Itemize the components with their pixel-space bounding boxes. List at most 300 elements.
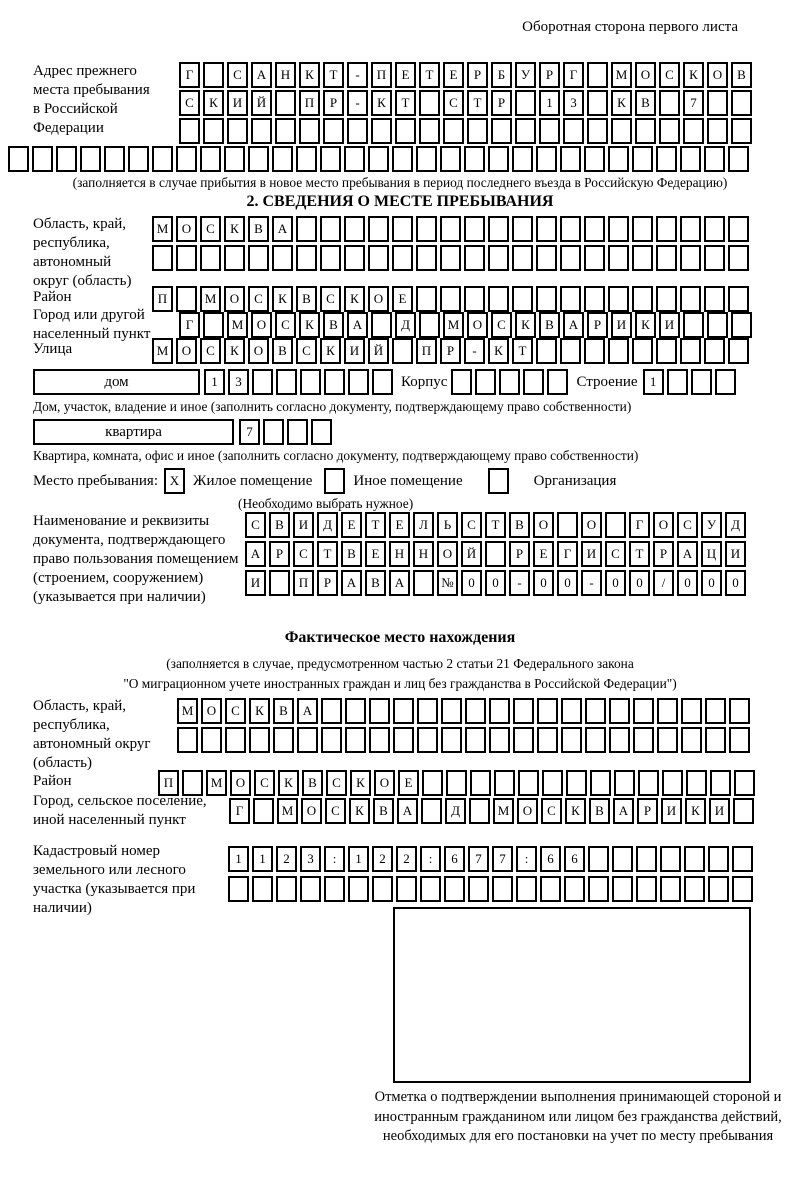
char-cell[interactable] bbox=[440, 146, 461, 172]
char-cell[interactable] bbox=[705, 727, 726, 753]
char-cell[interactable] bbox=[536, 216, 557, 242]
char-cell[interactable] bbox=[276, 369, 297, 395]
char-cell[interactable]: 7 bbox=[239, 419, 260, 445]
char-cell[interactable]: М bbox=[611, 62, 632, 88]
char-cell[interactable] bbox=[680, 245, 701, 271]
char-cell[interactable]: 1 bbox=[228, 846, 249, 872]
char-cell[interactable] bbox=[371, 118, 392, 144]
char-cell[interactable] bbox=[263, 419, 284, 445]
char-cell[interactable]: Р bbox=[467, 62, 488, 88]
char-cell[interactable] bbox=[80, 146, 101, 172]
char-cell[interactable]: 7 bbox=[492, 846, 513, 872]
char-cell[interactable] bbox=[587, 118, 608, 144]
char-cell[interactable]: Р bbox=[539, 62, 560, 88]
char-cell[interactable]: И bbox=[227, 90, 248, 116]
char-cell[interactable] bbox=[287, 419, 308, 445]
char-cell[interactable] bbox=[344, 146, 365, 172]
char-cell[interactable]: - bbox=[464, 338, 485, 364]
char-cell[interactable]: М bbox=[227, 312, 248, 338]
char-cell[interactable] bbox=[348, 369, 369, 395]
char-cell[interactable]: П bbox=[158, 770, 179, 796]
char-cell[interactable]: Т bbox=[395, 90, 416, 116]
char-cell[interactable] bbox=[344, 216, 365, 242]
char-cell[interactable] bbox=[680, 216, 701, 242]
char-cell[interactable]: К bbox=[299, 62, 320, 88]
char-cell[interactable] bbox=[729, 698, 750, 724]
char-cell[interactable] bbox=[416, 216, 437, 242]
char-cell[interactable]: В bbox=[323, 312, 344, 338]
char-cell[interactable]: Б bbox=[491, 62, 512, 88]
char-cell[interactable]: П bbox=[416, 338, 437, 364]
char-cell[interactable] bbox=[704, 286, 725, 312]
char-cell[interactable]: М bbox=[152, 338, 173, 364]
char-cell[interactable] bbox=[540, 876, 561, 902]
char-cell[interactable] bbox=[419, 118, 440, 144]
char-cell[interactable] bbox=[561, 727, 582, 753]
char-cell[interactable] bbox=[56, 146, 77, 172]
char-cell[interactable]: О bbox=[581, 512, 602, 538]
char-cell[interactable] bbox=[659, 118, 680, 144]
char-cell[interactable] bbox=[422, 770, 443, 796]
char-cell[interactable]: М bbox=[493, 798, 514, 824]
char-cell[interactable]: А bbox=[389, 570, 410, 596]
char-cell[interactable] bbox=[560, 216, 581, 242]
char-cell[interactable] bbox=[372, 369, 393, 395]
char-cell[interactable] bbox=[707, 118, 728, 144]
char-cell[interactable]: Д bbox=[395, 312, 416, 338]
char-cell[interactable]: 0 bbox=[461, 570, 482, 596]
char-cell[interactable] bbox=[368, 245, 389, 271]
char-cell[interactable]: М bbox=[277, 798, 298, 824]
char-cell[interactable]: - bbox=[509, 570, 530, 596]
char-cell[interactable]: - bbox=[347, 90, 368, 116]
char-cell[interactable] bbox=[201, 727, 222, 753]
char-cell[interactable]: - bbox=[347, 62, 368, 88]
char-cell[interactable]: С bbox=[320, 286, 341, 312]
char-cell[interactable] bbox=[248, 245, 269, 271]
char-cell[interactable] bbox=[608, 216, 629, 242]
char-cell[interactable] bbox=[632, 338, 653, 364]
char-cell[interactable]: С bbox=[200, 216, 221, 242]
char-cell[interactable] bbox=[656, 245, 677, 271]
char-cell[interactable] bbox=[488, 286, 509, 312]
char-cell[interactable] bbox=[564, 876, 585, 902]
char-cell[interactable]: И bbox=[659, 312, 680, 338]
char-cell[interactable] bbox=[272, 245, 293, 271]
char-cell[interactable] bbox=[372, 876, 393, 902]
char-cell[interactable] bbox=[275, 118, 296, 144]
char-cell[interactable]: М bbox=[152, 216, 173, 242]
char-cell[interactable]: С bbox=[200, 338, 221, 364]
char-cell[interactable]: С bbox=[254, 770, 275, 796]
char-cell[interactable] bbox=[536, 146, 557, 172]
char-cell[interactable] bbox=[323, 118, 344, 144]
char-cell[interactable] bbox=[179, 118, 200, 144]
char-cell[interactable]: : bbox=[324, 846, 345, 872]
char-cell[interactable] bbox=[345, 698, 366, 724]
char-cell[interactable] bbox=[611, 118, 632, 144]
char-cell[interactable]: 3 bbox=[228, 369, 249, 395]
char-cell[interactable]: Г bbox=[229, 798, 250, 824]
char-cell[interactable] bbox=[715, 369, 736, 395]
char-cell[interactable] bbox=[731, 90, 752, 116]
char-cell[interactable] bbox=[8, 146, 29, 172]
char-cell[interactable]: Р bbox=[509, 541, 530, 567]
char-cell[interactable]: Г bbox=[179, 312, 200, 338]
char-cell[interactable] bbox=[656, 338, 677, 364]
char-cell[interactable] bbox=[470, 770, 491, 796]
char-cell[interactable]: Т bbox=[485, 512, 506, 538]
char-cell[interactable]: О bbox=[635, 62, 656, 88]
char-cell[interactable]: О bbox=[517, 798, 538, 824]
char-cell[interactable] bbox=[446, 770, 467, 796]
char-cell[interactable]: С bbox=[659, 62, 680, 88]
char-cell[interactable] bbox=[464, 286, 485, 312]
char-cell[interactable] bbox=[104, 146, 125, 172]
char-cell[interactable]: В bbox=[373, 798, 394, 824]
char-cell[interactable]: В bbox=[509, 512, 530, 538]
char-cell[interactable] bbox=[656, 286, 677, 312]
char-cell[interactable]: А bbox=[563, 312, 584, 338]
char-cell[interactable]: С bbox=[245, 512, 266, 538]
char-cell[interactable]: Й bbox=[368, 338, 389, 364]
char-cell[interactable] bbox=[612, 876, 633, 902]
char-cell[interactable] bbox=[395, 118, 416, 144]
char-cell[interactable]: Г bbox=[557, 541, 578, 567]
char-cell[interactable]: И bbox=[344, 338, 365, 364]
char-cell[interactable] bbox=[633, 727, 654, 753]
char-cell[interactable]: О bbox=[224, 286, 245, 312]
char-cell[interactable] bbox=[608, 338, 629, 364]
char-cell[interactable]: Т bbox=[323, 62, 344, 88]
char-cell[interactable] bbox=[728, 286, 749, 312]
char-cell[interactable]: К bbox=[515, 312, 536, 338]
char-cell[interactable]: 1 bbox=[348, 846, 369, 872]
char-cell[interactable] bbox=[253, 798, 274, 824]
char-cell[interactable]: К bbox=[203, 90, 224, 116]
char-cell[interactable] bbox=[608, 245, 629, 271]
char-cell[interactable] bbox=[225, 727, 246, 753]
char-cell[interactable]: В bbox=[272, 338, 293, 364]
char-cell[interactable]: Ц bbox=[701, 541, 722, 567]
char-cell[interactable]: О bbox=[437, 541, 458, 567]
char-cell[interactable] bbox=[704, 245, 725, 271]
char-cell[interactable] bbox=[321, 698, 342, 724]
char-cell[interactable] bbox=[416, 146, 437, 172]
char-cell[interactable]: Е bbox=[398, 770, 419, 796]
char-cell[interactable]: В bbox=[296, 286, 317, 312]
char-cell[interactable]: С bbox=[443, 90, 464, 116]
char-cell[interactable]: С bbox=[677, 512, 698, 538]
char-cell[interactable] bbox=[469, 798, 490, 824]
char-cell[interactable] bbox=[560, 245, 581, 271]
char-cell[interactable]: М bbox=[443, 312, 464, 338]
char-cell[interactable]: Т bbox=[512, 338, 533, 364]
char-cell[interactable] bbox=[311, 419, 332, 445]
char-cell[interactable]: В bbox=[731, 62, 752, 88]
char-cell[interactable]: А bbox=[677, 541, 698, 567]
char-cell[interactable] bbox=[499, 369, 520, 395]
char-cell[interactable] bbox=[636, 876, 657, 902]
char-cell[interactable]: 2 bbox=[396, 846, 417, 872]
char-cell[interactable]: П bbox=[293, 570, 314, 596]
char-cell[interactable] bbox=[614, 770, 635, 796]
char-cell[interactable] bbox=[485, 541, 506, 567]
char-cell[interactable] bbox=[518, 770, 539, 796]
char-cell[interactable] bbox=[468, 876, 489, 902]
char-cell[interactable]: К bbox=[224, 216, 245, 242]
char-cell[interactable]: Е bbox=[443, 62, 464, 88]
char-cell[interactable]: О bbox=[467, 312, 488, 338]
char-cell[interactable] bbox=[203, 118, 224, 144]
char-cell[interactable]: С bbox=[275, 312, 296, 338]
char-cell[interactable] bbox=[248, 146, 269, 172]
checkbox-residential[interactable]: X bbox=[164, 468, 185, 494]
char-cell[interactable] bbox=[416, 245, 437, 271]
char-cell[interactable]: С bbox=[605, 541, 626, 567]
char-cell[interactable] bbox=[513, 698, 534, 724]
char-cell[interactable] bbox=[657, 698, 678, 724]
char-cell[interactable]: 0 bbox=[485, 570, 506, 596]
char-cell[interactable] bbox=[368, 146, 389, 172]
char-cell[interactable]: А bbox=[341, 570, 362, 596]
char-cell[interactable]: И bbox=[661, 798, 682, 824]
char-cell[interactable] bbox=[584, 286, 605, 312]
char-cell[interactable]: 3 bbox=[563, 90, 584, 116]
char-cell[interactable] bbox=[557, 512, 578, 538]
char-cell[interactable]: В bbox=[341, 541, 362, 567]
char-cell[interactable]: - bbox=[581, 570, 602, 596]
char-cell[interactable]: 6 bbox=[564, 846, 585, 872]
char-cell[interactable]: Г bbox=[629, 512, 650, 538]
char-cell[interactable] bbox=[733, 798, 754, 824]
char-cell[interactable] bbox=[300, 369, 321, 395]
char-cell[interactable]: В bbox=[635, 90, 656, 116]
char-cell[interactable] bbox=[609, 727, 630, 753]
char-cell[interactable] bbox=[734, 770, 755, 796]
char-cell[interactable] bbox=[584, 245, 605, 271]
char-cell[interactable] bbox=[660, 876, 681, 902]
char-cell[interactable]: С bbox=[491, 312, 512, 338]
char-cell[interactable]: А bbox=[251, 62, 272, 88]
char-cell[interactable] bbox=[464, 216, 485, 242]
char-cell[interactable] bbox=[320, 146, 341, 172]
char-cell[interactable] bbox=[396, 876, 417, 902]
char-cell[interactable]: 0 bbox=[629, 570, 650, 596]
char-cell[interactable] bbox=[731, 312, 752, 338]
char-cell[interactable]: О bbox=[301, 798, 322, 824]
char-cell[interactable]: М bbox=[177, 698, 198, 724]
char-cell[interactable] bbox=[419, 312, 440, 338]
char-cell[interactable]: С bbox=[325, 798, 346, 824]
char-cell[interactable] bbox=[273, 727, 294, 753]
char-cell[interactable] bbox=[512, 146, 533, 172]
char-cell[interactable] bbox=[588, 876, 609, 902]
char-cell[interactable] bbox=[683, 312, 704, 338]
char-cell[interactable] bbox=[252, 369, 273, 395]
char-cell[interactable]: Р bbox=[637, 798, 658, 824]
char-cell[interactable]: Д bbox=[445, 798, 466, 824]
char-cell[interactable]: А bbox=[613, 798, 634, 824]
char-cell[interactable] bbox=[585, 698, 606, 724]
char-cell[interactable]: С bbox=[541, 798, 562, 824]
char-cell[interactable]: Г bbox=[179, 62, 200, 88]
char-cell[interactable]: : bbox=[516, 846, 537, 872]
char-cell[interactable] bbox=[488, 216, 509, 242]
char-cell[interactable] bbox=[656, 146, 677, 172]
char-cell[interactable] bbox=[704, 338, 725, 364]
char-cell[interactable] bbox=[563, 118, 584, 144]
char-cell[interactable]: В bbox=[248, 216, 269, 242]
char-cell[interactable] bbox=[299, 118, 320, 144]
char-cell[interactable] bbox=[584, 146, 605, 172]
char-cell[interactable] bbox=[419, 90, 440, 116]
char-cell[interactable] bbox=[516, 876, 537, 902]
char-cell[interactable]: Й bbox=[461, 541, 482, 567]
char-cell[interactable] bbox=[680, 338, 701, 364]
char-cell[interactable] bbox=[732, 876, 753, 902]
char-cell[interactable]: Р bbox=[269, 541, 290, 567]
char-cell[interactable]: Р bbox=[323, 90, 344, 116]
char-cell[interactable]: 7 bbox=[683, 90, 704, 116]
char-cell[interactable]: Е bbox=[533, 541, 554, 567]
char-cell[interactable] bbox=[512, 216, 533, 242]
char-cell[interactable]: М bbox=[206, 770, 227, 796]
char-cell[interactable]: В bbox=[365, 570, 386, 596]
char-cell[interactable]: П bbox=[152, 286, 173, 312]
char-cell[interactable] bbox=[320, 245, 341, 271]
char-cell[interactable] bbox=[392, 216, 413, 242]
char-cell[interactable] bbox=[440, 245, 461, 271]
char-cell[interactable] bbox=[324, 369, 345, 395]
char-cell[interactable] bbox=[681, 698, 702, 724]
char-cell[interactable] bbox=[200, 245, 221, 271]
char-cell[interactable] bbox=[708, 876, 729, 902]
char-cell[interactable]: Е bbox=[365, 541, 386, 567]
char-cell[interactable]: К bbox=[320, 338, 341, 364]
char-cell[interactable]: А bbox=[245, 541, 266, 567]
char-cell[interactable] bbox=[393, 698, 414, 724]
char-cell[interactable] bbox=[228, 876, 249, 902]
char-cell[interactable]: 0 bbox=[557, 570, 578, 596]
char-cell[interactable]: А bbox=[297, 698, 318, 724]
char-cell[interactable]: О bbox=[533, 512, 554, 538]
char-cell[interactable] bbox=[704, 146, 725, 172]
char-cell[interactable] bbox=[587, 90, 608, 116]
char-cell[interactable] bbox=[513, 727, 534, 753]
char-cell[interactable]: С bbox=[296, 338, 317, 364]
char-cell[interactable]: К bbox=[299, 312, 320, 338]
char-cell[interactable] bbox=[681, 727, 702, 753]
char-cell[interactable]: О bbox=[368, 286, 389, 312]
char-cell[interactable] bbox=[345, 727, 366, 753]
char-cell[interactable]: У bbox=[515, 62, 536, 88]
char-cell[interactable] bbox=[537, 698, 558, 724]
char-cell[interactable]: 3 bbox=[300, 846, 321, 872]
char-cell[interactable]: Е bbox=[341, 512, 362, 538]
char-cell[interactable] bbox=[297, 727, 318, 753]
char-cell[interactable] bbox=[320, 216, 341, 242]
char-cell[interactable] bbox=[491, 118, 512, 144]
char-cell[interactable] bbox=[708, 846, 729, 872]
char-cell[interactable] bbox=[176, 146, 197, 172]
char-cell[interactable] bbox=[324, 876, 345, 902]
char-cell[interactable] bbox=[542, 770, 563, 796]
char-cell[interactable]: С bbox=[326, 770, 347, 796]
char-cell[interactable]: 1 bbox=[252, 846, 273, 872]
char-cell[interactable] bbox=[612, 846, 633, 872]
char-cell[interactable] bbox=[638, 770, 659, 796]
char-cell[interactable] bbox=[251, 118, 272, 144]
char-cell[interactable] bbox=[32, 146, 53, 172]
char-cell[interactable] bbox=[269, 570, 290, 596]
char-cell[interactable] bbox=[608, 286, 629, 312]
char-cell[interactable] bbox=[494, 770, 515, 796]
char-cell[interactable] bbox=[344, 245, 365, 271]
char-cell[interactable] bbox=[413, 570, 434, 596]
char-cell[interactable] bbox=[492, 876, 513, 902]
char-cell[interactable] bbox=[152, 146, 173, 172]
char-cell[interactable]: Т bbox=[317, 541, 338, 567]
char-cell[interactable]: 2 bbox=[372, 846, 393, 872]
char-cell[interactable] bbox=[489, 698, 510, 724]
char-cell[interactable]: С bbox=[461, 512, 482, 538]
char-cell[interactable]: Д bbox=[317, 512, 338, 538]
char-cell[interactable]: К bbox=[488, 338, 509, 364]
char-cell[interactable]: Е bbox=[392, 286, 413, 312]
char-cell[interactable] bbox=[732, 846, 753, 872]
char-cell[interactable] bbox=[707, 312, 728, 338]
char-cell[interactable]: В bbox=[589, 798, 610, 824]
char-cell[interactable]: Р bbox=[317, 570, 338, 596]
char-cell[interactable]: К bbox=[249, 698, 270, 724]
char-cell[interactable]: О bbox=[374, 770, 395, 796]
char-cell[interactable] bbox=[537, 727, 558, 753]
char-cell[interactable] bbox=[659, 90, 680, 116]
char-cell[interactable]: 0 bbox=[725, 570, 746, 596]
char-cell[interactable] bbox=[227, 118, 248, 144]
char-cell[interactable] bbox=[588, 846, 609, 872]
char-cell[interactable] bbox=[561, 698, 582, 724]
char-cell[interactable] bbox=[300, 876, 321, 902]
char-cell[interactable] bbox=[560, 338, 581, 364]
char-cell[interactable]: : bbox=[420, 846, 441, 872]
char-cell[interactable]: 0 bbox=[701, 570, 722, 596]
char-cell[interactable]: Г bbox=[563, 62, 584, 88]
char-cell[interactable]: В bbox=[273, 698, 294, 724]
char-cell[interactable] bbox=[441, 698, 462, 724]
char-cell[interactable] bbox=[636, 846, 657, 872]
char-cell[interactable]: К bbox=[349, 798, 370, 824]
char-cell[interactable] bbox=[272, 146, 293, 172]
char-cell[interactable]: М bbox=[200, 286, 221, 312]
char-cell[interactable] bbox=[392, 245, 413, 271]
char-cell[interactable] bbox=[609, 698, 630, 724]
char-cell[interactable]: Р bbox=[587, 312, 608, 338]
char-cell[interactable]: К bbox=[565, 798, 586, 824]
char-cell[interactable]: А bbox=[347, 312, 368, 338]
char-cell[interactable]: 1 bbox=[204, 369, 225, 395]
char-cell[interactable] bbox=[465, 698, 486, 724]
char-cell[interactable] bbox=[417, 727, 438, 753]
char-cell[interactable]: О bbox=[176, 338, 197, 364]
char-cell[interactable]: В bbox=[302, 770, 323, 796]
char-cell[interactable] bbox=[177, 727, 198, 753]
char-cell[interactable] bbox=[203, 62, 224, 88]
char-cell[interactable] bbox=[560, 146, 581, 172]
char-cell[interactable]: К bbox=[635, 312, 656, 338]
checkbox-other-premises[interactable] bbox=[324, 468, 345, 494]
